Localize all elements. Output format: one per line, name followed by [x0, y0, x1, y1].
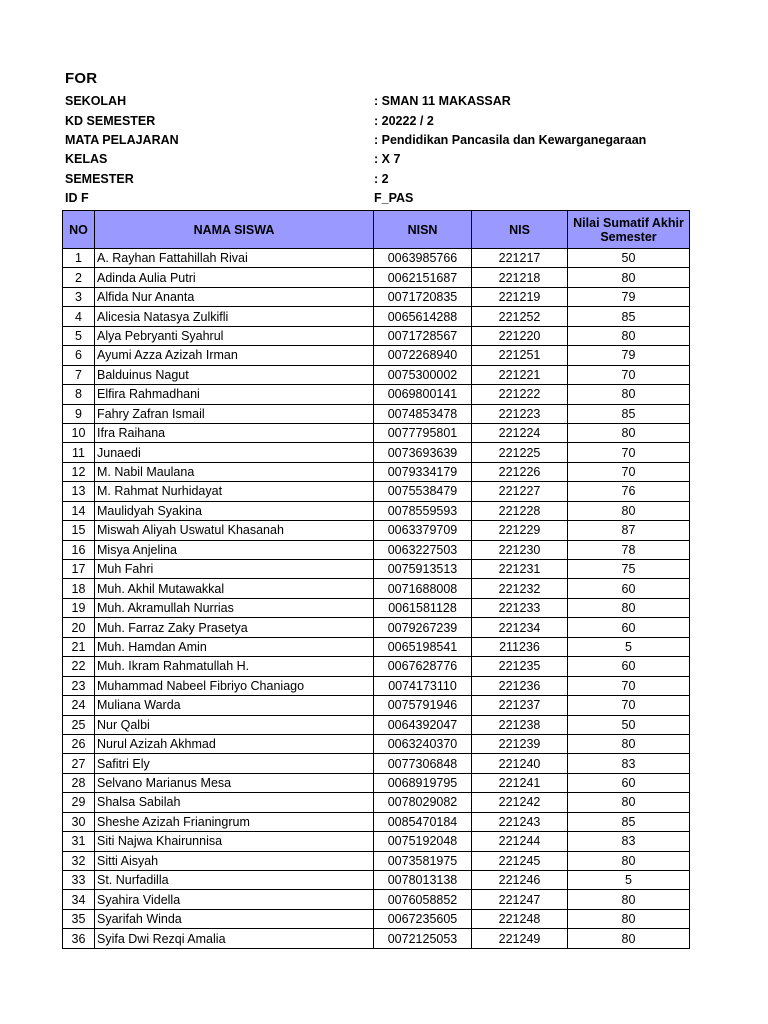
table-row [63, 696, 690, 715]
cell-nisn: 0078013138 [374, 871, 472, 890]
cell-nisn: 0071720835 [374, 287, 472, 306]
cell-no: 21 [63, 637, 95, 656]
table-row [63, 404, 690, 423]
cell-nisn: 0079267239 [374, 618, 472, 637]
cell-student-name: Balduinus Nagut [95, 365, 374, 384]
table-row [63, 501, 690, 520]
cell-nis: 221251 [472, 346, 568, 365]
cell-nis: 221221 [472, 365, 568, 384]
table-row [63, 657, 690, 676]
cell-nis: 221222 [472, 385, 568, 404]
meta-label: SEMESTER [65, 172, 134, 186]
cell-nis: 221219 [472, 287, 568, 306]
cell-nis: 221234 [472, 618, 568, 637]
cell-student-name: Syahira Vidella [95, 890, 374, 909]
cell-student-name: Miswah Aliyah Uswatul Khasanah [95, 521, 374, 540]
cell-nis: 221241 [472, 773, 568, 792]
cell-nis: 221252 [472, 307, 568, 326]
cell-nisn: 0078029082 [374, 793, 472, 812]
cell-nis: 221237 [472, 696, 568, 715]
cell-nis: 221230 [472, 540, 568, 559]
page-title: FOR [65, 70, 98, 87]
cell-nisn: 0078559593 [374, 501, 472, 520]
cell-score: 70 [568, 443, 690, 462]
cell-nis: 221242 [472, 793, 568, 812]
cell-score: 70 [568, 462, 690, 481]
cell-no: 31 [63, 832, 95, 851]
table-row [63, 287, 690, 306]
cell-student-name: Muh Fahri [95, 560, 374, 579]
cell-nisn: 0085470184 [374, 812, 472, 831]
cell-student-name: St. Nurfadilla [95, 871, 374, 890]
cell-no: 14 [63, 501, 95, 520]
cell-nisn: 0065198541 [374, 637, 472, 656]
cell-no: 22 [63, 657, 95, 676]
table-row [63, 249, 690, 268]
cell-nisn: 0075791946 [374, 696, 472, 715]
cell-score: 60 [568, 618, 690, 637]
cell-no: 19 [63, 598, 95, 617]
cell-nis: 221239 [472, 734, 568, 753]
column-header-nisn: NISN [374, 211, 472, 249]
cell-score: 80 [568, 909, 690, 928]
cell-nisn: 0074853478 [374, 404, 472, 423]
table-header-row [63, 211, 690, 249]
cell-student-name: Elfira Rahmadhani [95, 385, 374, 404]
cell-nisn: 0063379709 [374, 521, 472, 540]
cell-nis: 221243 [472, 812, 568, 831]
cell-student-name: Sitti Aisyah [95, 851, 374, 870]
cell-nis: 221217 [472, 249, 568, 268]
cell-score: 80 [568, 929, 690, 948]
grade-table [62, 210, 690, 949]
cell-no: 4 [63, 307, 95, 326]
cell-student-name: Alya Pebryanti Syahrul [95, 326, 374, 345]
cell-score: 70 [568, 365, 690, 384]
cell-nis: 221220 [472, 326, 568, 345]
cell-no: 5 [63, 326, 95, 345]
cell-nisn: 0067628776 [374, 657, 472, 676]
meta-value: : X 7 [374, 152, 401, 166]
cell-nisn: 0063227503 [374, 540, 472, 559]
cell-nisn: 0065614288 [374, 307, 472, 326]
cell-score: 50 [568, 715, 690, 734]
cell-score: 60 [568, 657, 690, 676]
meta-row-subject [65, 133, 685, 152]
table-row [63, 307, 690, 326]
cell-score: 60 [568, 773, 690, 792]
cell-score: 79 [568, 287, 690, 306]
table-row [63, 793, 690, 812]
table-row [63, 326, 690, 345]
cell-score: 80 [568, 326, 690, 345]
cell-no: 6 [63, 346, 95, 365]
cell-no: 34 [63, 890, 95, 909]
table-row [63, 929, 690, 948]
cell-student-name: Muh. Ikram Rahmatullah H. [95, 657, 374, 676]
cell-student-name: Nurul Azizah Akhmad [95, 734, 374, 753]
cell-score: 60 [568, 579, 690, 598]
table-row [63, 754, 690, 773]
cell-nis: 221224 [472, 423, 568, 442]
cell-student-name: Alicesia Natasya Zulkifli [95, 307, 374, 326]
cell-no: 20 [63, 618, 95, 637]
cell-no: 33 [63, 871, 95, 890]
table-row [63, 521, 690, 540]
cell-nisn: 0073581975 [374, 851, 472, 870]
cell-score: 80 [568, 268, 690, 287]
cell-score: 75 [568, 560, 690, 579]
cell-student-name: Muh. Akramullah Nurrias [95, 598, 374, 617]
cell-score: 80 [568, 598, 690, 617]
cell-nis: 221244 [472, 832, 568, 851]
cell-nisn: 0075913513 [374, 560, 472, 579]
cell-nisn: 0077795801 [374, 423, 472, 442]
cell-nisn: 0075192048 [374, 832, 472, 851]
cell-no: 27 [63, 754, 95, 773]
meta-value: F_PAS [374, 191, 414, 205]
cell-nisn: 0072268940 [374, 346, 472, 365]
cell-no: 26 [63, 734, 95, 753]
table-row [63, 909, 690, 928]
cell-no: 16 [63, 540, 95, 559]
cell-student-name: Selvano Marianus Mesa [95, 773, 374, 792]
table-row [63, 482, 690, 501]
cell-student-name: Safitri Ely [95, 754, 374, 773]
cell-student-name: Ayumi Azza Azizah Irman [95, 346, 374, 365]
table-row [63, 871, 690, 890]
table-row [63, 832, 690, 851]
cell-score: 85 [568, 404, 690, 423]
cell-no: 3 [63, 287, 95, 306]
cell-nis: 221245 [472, 851, 568, 870]
table-row [63, 618, 690, 637]
cell-nisn: 0062151687 [374, 268, 472, 287]
table-body [63, 249, 690, 949]
cell-score: 80 [568, 423, 690, 442]
cell-nisn: 0063240370 [374, 734, 472, 753]
cell-no: 13 [63, 482, 95, 501]
cell-score: 80 [568, 734, 690, 753]
table-row [63, 540, 690, 559]
cell-score: 70 [568, 676, 690, 695]
meta-row-id [65, 191, 685, 210]
cell-student-name: Muh. Akhil Mutawakkal [95, 579, 374, 598]
cell-student-name: Muh. Hamdan Amin [95, 637, 374, 656]
cell-student-name: Nur Qalbi [95, 715, 374, 734]
column-header-name: NAMA SISWA [95, 211, 374, 249]
cell-nis: 221218 [472, 268, 568, 287]
meta-row-kd-semester [65, 114, 685, 133]
cell-nisn: 0075300002 [374, 365, 472, 384]
meta-value: : Pendidikan Pancasila dan Kewarganegaraan [374, 133, 647, 147]
cell-no: 12 [63, 462, 95, 481]
table-row [63, 890, 690, 909]
cell-nisn: 0079334179 [374, 462, 472, 481]
table-row [63, 598, 690, 617]
cell-score: 85 [568, 812, 690, 831]
cell-nis: 221232 [472, 579, 568, 598]
cell-student-name: Fahry Zafran Ismail [95, 404, 374, 423]
meta-label: KD SEMESTER [65, 114, 156, 128]
column-header-nis: NIS [472, 211, 568, 249]
meta-label: ID F [65, 191, 89, 205]
cell-no: 32 [63, 851, 95, 870]
cell-nis: 221238 [472, 715, 568, 734]
table-row [63, 851, 690, 870]
cell-no: 10 [63, 423, 95, 442]
table-row [63, 443, 690, 462]
cell-student-name: Shalsa Sabilah [95, 793, 374, 812]
table-row [63, 773, 690, 792]
cell-nisn: 0071688008 [374, 579, 472, 598]
cell-nis: 221223 [472, 404, 568, 423]
cell-no: 23 [63, 676, 95, 695]
cell-student-name: Misya Anjelina [95, 540, 374, 559]
table-row [63, 462, 690, 481]
meta-row-semester [65, 172, 685, 191]
cell-student-name: Alfida Nur Ananta [95, 287, 374, 306]
cell-student-name: Junaedi [95, 443, 374, 462]
cell-student-name: Siti Najwa Khairunnisa [95, 832, 374, 851]
meta-label: SEKOLAH [65, 94, 127, 108]
cell-no: 18 [63, 579, 95, 598]
cell-nisn: 0077306848 [374, 754, 472, 773]
cell-score: 83 [568, 754, 690, 773]
table-row [63, 676, 690, 695]
cell-score: 80 [568, 793, 690, 812]
cell-no: 35 [63, 909, 95, 928]
cell-nisn: 0064392047 [374, 715, 472, 734]
table-row [63, 385, 690, 404]
cell-student-name: M. Nabil Maulana [95, 462, 374, 481]
meta-row-class [65, 152, 685, 171]
cell-nisn: 0068919795 [374, 773, 472, 792]
cell-student-name: Adinda Aulia Putri [95, 268, 374, 287]
table-row [63, 579, 690, 598]
cell-nis: 221227 [472, 482, 568, 501]
cell-nis: 221231 [472, 560, 568, 579]
table-row [63, 365, 690, 384]
meta-value: : 20222 / 2 [374, 114, 434, 128]
cell-nis: 221247 [472, 890, 568, 909]
cell-no: 29 [63, 793, 95, 812]
cell-score: 80 [568, 890, 690, 909]
cell-nis: 221236 [472, 676, 568, 695]
cell-nis: 221233 [472, 598, 568, 617]
cell-score: 79 [568, 346, 690, 365]
cell-nis: 221225 [472, 443, 568, 462]
cell-student-name: Muliana Warda [95, 696, 374, 715]
meta-label: MATA PELAJARAN [65, 133, 179, 147]
cell-score: 70 [568, 696, 690, 715]
cell-score: 78 [568, 540, 690, 559]
cell-no: 28 [63, 773, 95, 792]
column-header-score: Nilai Sumatif Akhir Semester [568, 211, 690, 249]
cell-nisn: 0061581128 [374, 598, 472, 617]
cell-nis: 211236 [472, 637, 568, 656]
cell-score: 76 [568, 482, 690, 501]
cell-nisn: 0075538479 [374, 482, 472, 501]
cell-score: 83 [568, 832, 690, 851]
cell-student-name: M. Rahmat Nurhidayat [95, 482, 374, 501]
table-row [63, 560, 690, 579]
cell-no: 11 [63, 443, 95, 462]
table-row [63, 423, 690, 442]
column-header-no: NO [63, 211, 95, 249]
cell-nisn: 0076058852 [374, 890, 472, 909]
cell-no: 9 [63, 404, 95, 423]
cell-no: 8 [63, 385, 95, 404]
cell-score: 85 [568, 307, 690, 326]
cell-student-name: Syarifah Winda [95, 909, 374, 928]
cell-nisn: 0071728567 [374, 326, 472, 345]
cell-no: 36 [63, 929, 95, 948]
cell-student-name: Muhammad Nabeel Fibriyo Chaniago [95, 676, 374, 695]
meta-label: KELAS [65, 152, 108, 166]
cell-score: 80 [568, 385, 690, 404]
cell-score: 87 [568, 521, 690, 540]
cell-score: 5 [568, 871, 690, 890]
cell-no: 17 [63, 560, 95, 579]
cell-nis: 221248 [472, 909, 568, 928]
cell-no: 24 [63, 696, 95, 715]
cell-nisn: 0063985766 [374, 249, 472, 268]
cell-student-name: Ifra Raihana [95, 423, 374, 442]
cell-student-name: Maulidyah Syakina [95, 501, 374, 520]
cell-nisn: 0072125053 [374, 929, 472, 948]
cell-nis: 221229 [472, 521, 568, 540]
table-row [63, 734, 690, 753]
cell-no: 2 [63, 268, 95, 287]
table-row [63, 637, 690, 656]
cell-student-name: A. Rayhan Fattahillah Rivai [95, 249, 374, 268]
cell-score: 5 [568, 637, 690, 656]
table-row [63, 268, 690, 287]
cell-nis: 221246 [472, 871, 568, 890]
cell-nisn: 0074173110 [374, 676, 472, 695]
cell-nis: 221249 [472, 929, 568, 948]
table-row [63, 715, 690, 734]
cell-nis: 221235 [472, 657, 568, 676]
cell-nis: 221226 [472, 462, 568, 481]
meta-value: : SMAN 11 MAKASSAR [374, 94, 511, 108]
cell-score: 80 [568, 851, 690, 870]
cell-no: 15 [63, 521, 95, 540]
cell-no: 7 [63, 365, 95, 384]
cell-score: 80 [568, 501, 690, 520]
cell-no: 25 [63, 715, 95, 734]
cell-nisn: 0069800141 [374, 385, 472, 404]
table-row [63, 812, 690, 831]
cell-nisn: 0067235605 [374, 909, 472, 928]
cell-no: 30 [63, 812, 95, 831]
cell-student-name: Sheshe Azizah Frianingrum [95, 812, 374, 831]
cell-nis: 221240 [472, 754, 568, 773]
cell-nis: 221228 [472, 501, 568, 520]
cell-student-name: Muh. Farraz Zaky Prasetya [95, 618, 374, 637]
cell-no: 1 [63, 249, 95, 268]
cell-student-name: Syifa Dwi Rezqi Amalia [95, 929, 374, 948]
cell-score: 50 [568, 249, 690, 268]
table-row [63, 346, 690, 365]
meta-value: : 2 [374, 172, 389, 186]
meta-row-school [65, 94, 685, 113]
cell-nisn: 0073693639 [374, 443, 472, 462]
